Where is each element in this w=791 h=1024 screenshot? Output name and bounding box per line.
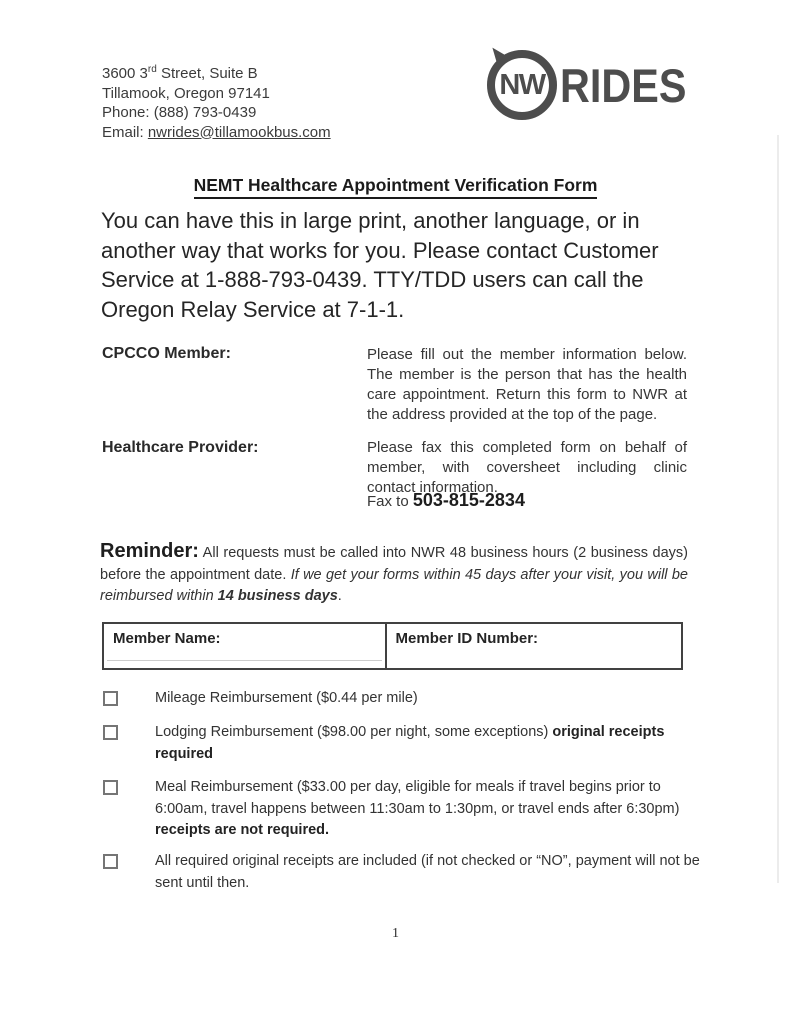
address-street-post: Street, Suite B: [156, 65, 258, 82]
mileage-label: [155, 688, 700, 710]
logo-circle-text: NW: [499, 68, 545, 101]
reminder-text-italic: If we get your forms within 45 days after your visit, you will be reimbursed within: [100, 566, 688, 604]
form-title: [0, 175, 791, 196]
lodging-label: [155, 722, 700, 765]
address-line-street: [102, 60, 331, 84]
lodging-text: Lodging Reimbursement ($98.00 per night, some exceptions): [155, 724, 553, 740]
compass-arrow-icon: [488, 44, 507, 63]
email-link[interactable]: nwrides@tillamookbus.com: [147, 123, 331, 141]
address-line-phone: Phone: (888) 793-0439: [102, 104, 257, 121]
member-name-write-line: [107, 660, 382, 661]
receipts-text: All required original receipts are included (if not checked or “NO”, payment will not be sent until then.: [155, 853, 700, 891]
nw-rides-logo: [487, 50, 704, 120]
reminder-text-end: .: [337, 588, 342, 604]
logo-wordmark: RIDES: [560, 58, 687, 112]
check-row-lodging: [103, 722, 700, 765]
address-street-pre: 3600 3: [102, 65, 148, 82]
nw-circle-badge: [487, 50, 557, 120]
meal-text-bold: receipts are not required.: [155, 822, 330, 838]
member-id-cell: [387, 624, 681, 668]
reminder-label: Reminder:: [100, 540, 199, 562]
meal-text: Meal Reimbursement ($33.00 per day, eligible for meals if travel begins prior to 6:00am, travel happens between 11:30am to 1:30pm, or travel ends after 6:30pm): [155, 779, 680, 817]
member-name-cell: [104, 624, 387, 668]
provider-section-label: Healthcare Provider:: [102, 439, 259, 456]
receipts-checkbox[interactable]: [103, 854, 118, 869]
member-id-label: Member ID Number:: [395, 630, 539, 647]
reminder-paragraph: [100, 541, 688, 608]
reminder-text-regular: All requests must be called into NWR 48 business hours (2 business days) before the appointment date.: [100, 545, 688, 583]
check-row-meal: [103, 777, 700, 842]
member-name-label: Member Name:: [113, 630, 221, 647]
page-number: 1: [392, 926, 399, 941]
intro-paragraph: You can have this in large print, another language, or in another way that works for you. Please contact Customer Service at 1-888-793-0439. TTY/TDD users can call the Oregon Relay Service at 7-1-1.: [101, 208, 659, 322]
address-street-ordinal: rd: [147, 64, 157, 75]
member-section-description: Please fill out the member information below. The member is the person that has the health care appointment. Return this form to NWR at the address provided at the top of the page.: [367, 346, 687, 423]
check-row-receipts: [103, 851, 700, 894]
scan-artifact-line: [777, 135, 779, 883]
lodging-text-bold: original receipts required: [155, 724, 665, 762]
mileage-checkbox[interactable]: [103, 691, 118, 706]
meal-checkbox[interactable]: [103, 780, 118, 795]
member-section-label: CPCCO Member:: [102, 345, 231, 362]
check-row-mileage: [103, 688, 700, 710]
reminder-text-bold: 14 business days: [217, 588, 338, 604]
address-line-city: Tillamook, Oregon 97141: [102, 84, 270, 102]
member-info-table: [102, 622, 683, 670]
email-label: Email:: [102, 123, 148, 141]
fax-line: [367, 490, 525, 511]
meal-label: [155, 777, 700, 842]
header-address: [102, 60, 331, 142]
lodging-checkbox[interactable]: [103, 725, 118, 740]
provider-section-description: Please fax this completed form on behalf of member, with coversheet including clinic contact information.: [367, 439, 687, 496]
form-title-text: NEMT Healthcare Appointment Verification Form: [194, 175, 598, 199]
fax-prefix: Fax to: [367, 493, 413, 510]
address-line-email: [102, 123, 331, 143]
mileage-text: Mileage Reimbursement ($0.44 per mile): [155, 690, 418, 706]
receipts-label: [155, 851, 700, 894]
fax-number: 503-815-2834: [412, 490, 525, 510]
